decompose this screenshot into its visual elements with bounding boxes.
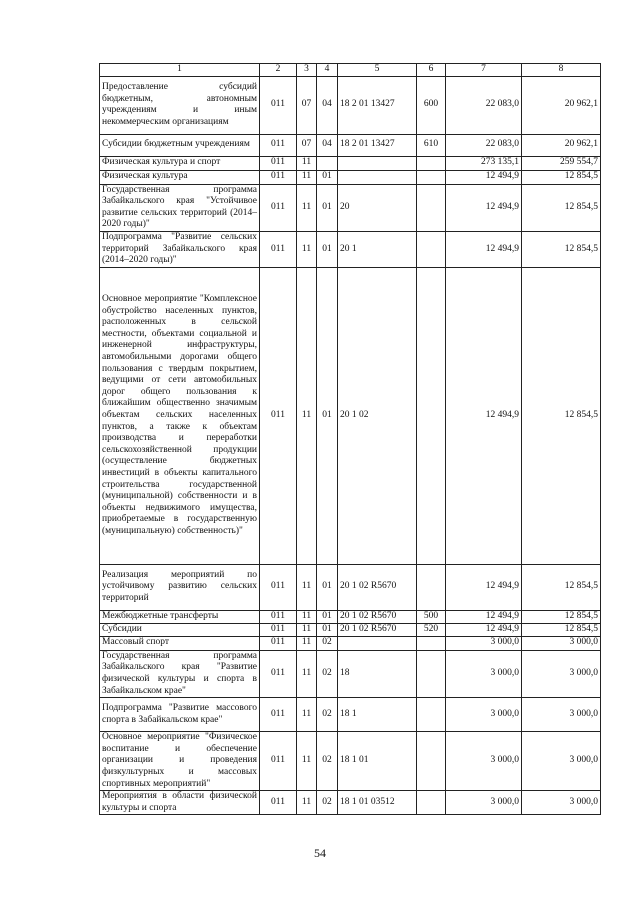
cell-csr [338, 636, 417, 650]
table-row [100, 732, 601, 791]
cell-name: Мероприятия в области физической культуры и спорта [100, 791, 260, 815]
cell-sum2: 259 554,7 [522, 156, 601, 170]
cell-csr: 20 1 02 R5670 [338, 564, 417, 610]
cell-pr: 01 [317, 623, 338, 636]
cell-csr: 20 1 [338, 231, 417, 267]
cell-kod: 011 [260, 564, 297, 610]
cell-kod: 011 [260, 636, 297, 650]
cell-kod: 011 [260, 698, 297, 732]
cell-sum1: 12 494,9 [446, 267, 522, 564]
cell-csr: 18 1 [338, 698, 417, 732]
cell-vr [417, 156, 446, 170]
cell-rz: 11 [297, 156, 317, 170]
column-header: 6 [417, 64, 446, 77]
table-row [100, 231, 601, 267]
cell-pr: 04 [317, 76, 338, 134]
cell-vr [417, 732, 446, 791]
cell-rz: 11 [297, 170, 317, 184]
table-row [100, 184, 601, 231]
cell-vr [417, 698, 446, 732]
cell-csr [338, 156, 417, 170]
table-row [100, 791, 601, 815]
table-row [100, 134, 601, 156]
cell-pr: 01 [317, 170, 338, 184]
cell-sum2: 20 962,1 [522, 134, 601, 156]
cell-name: Субсидии [100, 623, 260, 636]
cell-csr: 20 1 02 R5670 [338, 623, 417, 636]
cell-vr [417, 650, 446, 697]
cell-rz: 11 [297, 623, 317, 636]
cell-vr [417, 184, 446, 231]
cell-sum1: 3 000,0 [446, 650, 522, 697]
cell-kod: 011 [260, 650, 297, 697]
cell-sum1: 12 494,9 [446, 231, 522, 267]
table-row [100, 650, 601, 697]
cell-rz: 07 [297, 134, 317, 156]
cell-sum1: 12 494,9 [446, 610, 522, 623]
cell-vr [417, 791, 446, 815]
cell-sum2: 12 854,5 [522, 564, 601, 610]
cell-pr: 01 [317, 564, 338, 610]
cell-name: Подпрограмма "Развитие сельских территорий Забайкальского края (2014–2020 годы)" [100, 231, 260, 267]
column-header: 7 [446, 64, 522, 77]
cell-vr [417, 170, 446, 184]
cell-rz: 11 [297, 610, 317, 623]
cell-kod: 011 [260, 170, 297, 184]
table-row [100, 564, 601, 610]
table-row [100, 170, 601, 184]
cell-sum2: 12 854,5 [522, 610, 601, 623]
cell-sum2: 12 854,5 [522, 184, 601, 231]
cell-rz: 11 [297, 650, 317, 697]
cell-pr: 04 [317, 134, 338, 156]
cell-sum1: 12 494,9 [446, 564, 522, 610]
cell-sum1: 3 000,0 [446, 698, 522, 732]
cell-kod: 011 [260, 791, 297, 815]
cell-sum1: 12 494,9 [446, 623, 522, 636]
cell-sum1: 22 083,0 [446, 76, 522, 134]
table-row [100, 610, 601, 623]
cell-sum1: 3 000,0 [446, 636, 522, 650]
cell-csr: 20 1 02 [338, 267, 417, 564]
cell-sum1: 22 083,0 [446, 134, 522, 156]
cell-vr: 600 [417, 76, 446, 134]
cell-name: Физическая культура [100, 170, 260, 184]
cell-csr: 20 1 02 R5670 [338, 610, 417, 623]
cell-sum1: 273 135,1 [446, 156, 522, 170]
column-header: 2 [260, 64, 297, 77]
cell-name: Субсидии бюджетным учреждениям [100, 134, 260, 156]
cell-kod: 011 [260, 156, 297, 170]
cell-pr: 02 [317, 732, 338, 791]
cell-name: Основное мероприятие "Физическое воспитание и обеспечение организации и проведения физкультурных и массовых спортивных мероприятий" [100, 732, 260, 791]
cell-pr: 02 [317, 636, 338, 650]
cell-name: Предоставление субсидий бюджетным, автономным учреждениям и иным некоммерческим организациям [100, 76, 260, 134]
cell-rz: 11 [297, 698, 317, 732]
table-header-row [100, 64, 601, 77]
cell-sum2: 3 000,0 [522, 650, 601, 697]
cell-kod: 011 [260, 610, 297, 623]
cell-pr: 01 [317, 267, 338, 564]
cell-sum1: 12 494,9 [446, 184, 522, 231]
cell-sum1: 3 000,0 [446, 732, 522, 791]
table-row [100, 698, 601, 732]
table-row [100, 267, 601, 564]
cell-csr: 18 2 01 13427 [338, 76, 417, 134]
table-row [100, 76, 601, 134]
cell-rz: 11 [297, 732, 317, 791]
cell-sum2: 3 000,0 [522, 698, 601, 732]
cell-vr [417, 636, 446, 650]
cell-sum2: 12 854,5 [522, 267, 601, 564]
cell-name: Государственная программа Забайкальского края "Устойчивое развитие сельских территорий (2014–2020 годы)" [100, 184, 260, 231]
cell-pr: 01 [317, 610, 338, 623]
cell-sum2: 3 000,0 [522, 732, 601, 791]
cell-pr: 01 [317, 231, 338, 267]
cell-rz: 11 [297, 267, 317, 564]
cell-rz: 11 [297, 231, 317, 267]
column-header: 1 [100, 64, 260, 77]
table-row [100, 623, 601, 636]
cell-name: Межбюджетные трансферты [100, 610, 260, 623]
cell-sum1: 12 494,9 [446, 170, 522, 184]
cell-sum2: 12 854,5 [522, 231, 601, 267]
cell-csr: 20 [338, 184, 417, 231]
budget-table [99, 63, 601, 815]
cell-csr: 18 1 01 03512 [338, 791, 417, 815]
cell-sum2: 20 962,1 [522, 76, 601, 134]
cell-csr: 18 2 01 13427 [338, 134, 417, 156]
cell-name: Государственная программа Забайкальского края "Развитие физической культуры и спорта в Забайкальском крае" [100, 650, 260, 697]
cell-sum2: 3 000,0 [522, 791, 601, 815]
cell-vr: 520 [417, 623, 446, 636]
cell-kod: 011 [260, 231, 297, 267]
column-header: 3 [297, 64, 317, 77]
cell-pr: 02 [317, 698, 338, 732]
cell-csr: 18 [338, 650, 417, 697]
cell-sum1: 3 000,0 [446, 791, 522, 815]
page-number: 54 [314, 846, 326, 860]
cell-pr: 02 [317, 791, 338, 815]
cell-sum2: 12 854,5 [522, 623, 601, 636]
cell-kod: 011 [260, 184, 297, 231]
cell-rz: 11 [297, 636, 317, 650]
cell-name: Физическая культура и спорт [100, 156, 260, 170]
cell-pr [317, 156, 338, 170]
cell-kod: 011 [260, 732, 297, 791]
cell-vr [417, 564, 446, 610]
cell-rz: 07 [297, 76, 317, 134]
cell-kod: 011 [260, 623, 297, 636]
cell-pr: 02 [317, 650, 338, 697]
cell-vr: 500 [417, 610, 446, 623]
cell-rz: 11 [297, 564, 317, 610]
cell-sum2: 12 854,5 [522, 170, 601, 184]
table-row [100, 636, 601, 650]
column-header: 5 [338, 64, 417, 77]
cell-csr [338, 170, 417, 184]
cell-name: Массовый спорт [100, 636, 260, 650]
cell-csr: 18 1 01 [338, 732, 417, 791]
cell-name: Основное мероприятие "Комплексное обустройство населенных пунктов, расположенных в сельской местности, объектами социальной и инженерной инфраструктуры, автомобильными дорогами общего пользования с твердым покрытием, ведущими от сети автомобильных дорог общего пользования к ближайшим общественно значимым объектам сельских населенных пунктов, а также к объектам производства и переработки сельскохозяйственной продукции (осуществление бюджетных инвестиций в объекты капитального строительства государственной (муниципальной) собственности и в объекты недвижимого имущества, приобретаемые в государственную (муниципальную) собственность)" [100, 267, 260, 564]
cell-pr: 01 [317, 184, 338, 231]
cell-sum2: 3 000,0 [522, 636, 601, 650]
cell-name: Подпрограмма "Развитие массового спорта в Забайкальском крае" [100, 698, 260, 732]
cell-kod: 011 [260, 134, 297, 156]
cell-vr [417, 267, 446, 564]
cell-kod: 011 [260, 76, 297, 134]
column-header: 4 [317, 64, 338, 77]
cell-rz: 11 [297, 184, 317, 231]
cell-vr: 610 [417, 134, 446, 156]
table-row [100, 156, 601, 170]
cell-name: Реализация мероприятий по устойчивому развитию сельских территорий [100, 564, 260, 610]
cell-vr [417, 231, 446, 267]
column-header: 8 [522, 64, 601, 77]
cell-kod: 011 [260, 267, 297, 564]
cell-rz: 11 [297, 791, 317, 815]
